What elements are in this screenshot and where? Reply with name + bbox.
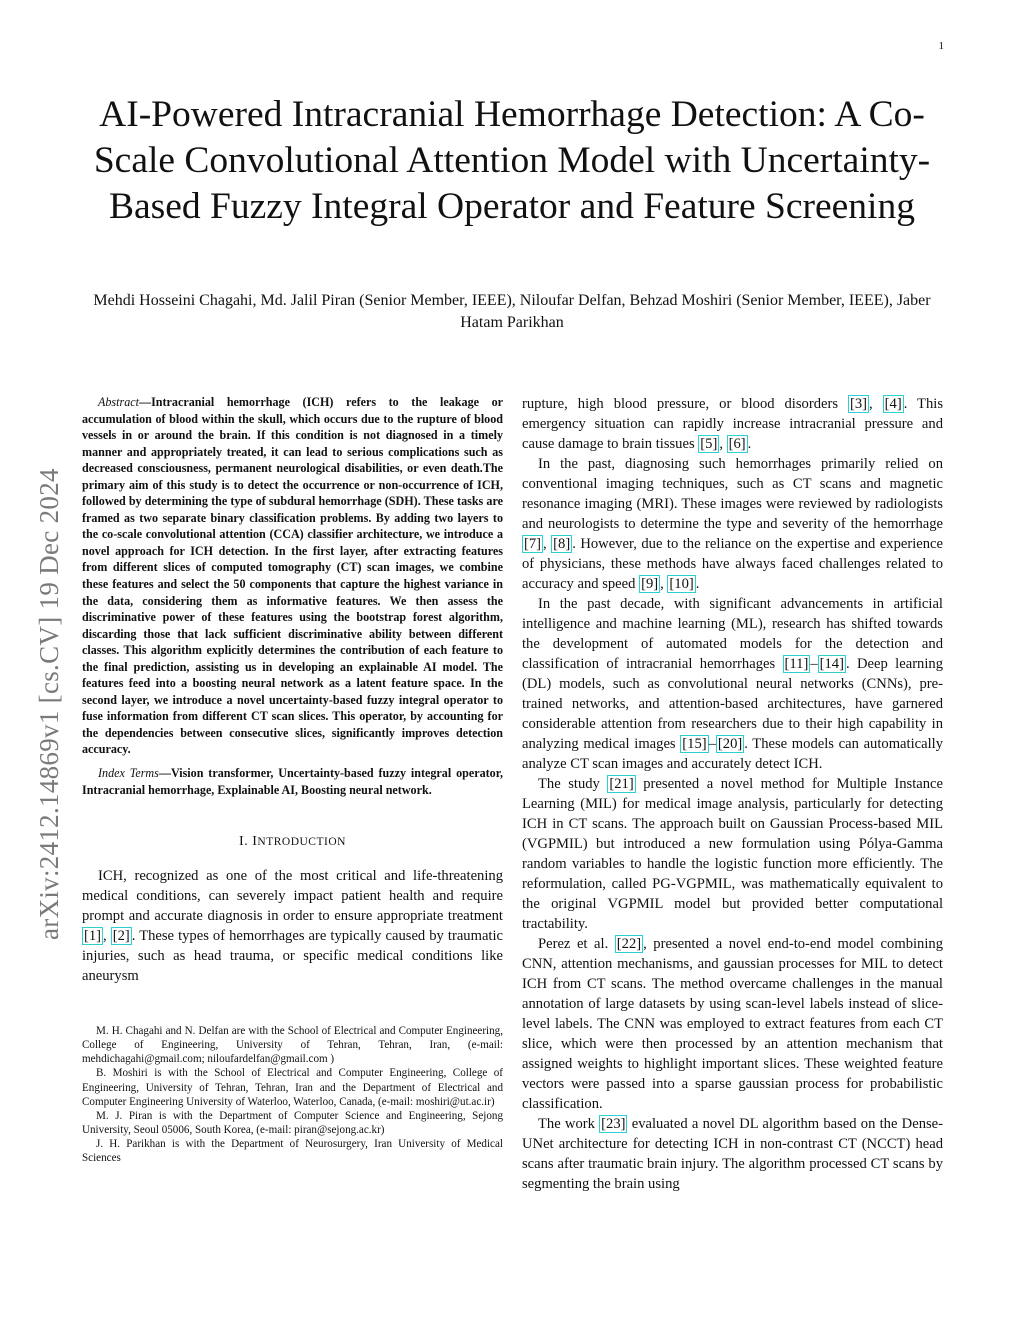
citation-link[interactable]: [10] (669, 576, 694, 592)
text-run: , (869, 396, 883, 412)
arxiv-identifier-text: arXiv:2412.14869v1 [cs.CV] 19 Dec 2024 (34, 468, 64, 940)
text-run: – (810, 656, 818, 672)
text-run: , (660, 576, 668, 592)
right-column (522, 394, 943, 1194)
page-number: 1 (938, 40, 944, 52)
footnote: M. J. Piran is with the Department of Computer Science and Engineering, Sejong University, Seoul 05006, South Korea, (e-mail: piran@sejong.ac.kr) (82, 1109, 503, 1136)
text-run: In the past decade, with significant advancements in artificial intelligence and machine learning (ML), research has shifted towards the development of automated models for the detection and classification of intracranial hemorrhages (522, 596, 943, 672)
text-run: . However, due to the reliance on the expertise and experience of physicians, these methods have always faced challenges related to accuracy and speed (522, 536, 943, 592)
citation-link[interactable]: [3] (850, 396, 868, 412)
intro-paragraph-3 (522, 594, 943, 774)
left-column (82, 394, 503, 1165)
text-run: . (695, 576, 700, 592)
citation-link[interactable]: [11] (784, 656, 809, 672)
text-run: The study (538, 776, 608, 792)
text-run: Perez et al. (538, 936, 615, 952)
citation-link[interactable]: [20] (717, 736, 743, 752)
intro-paragraph-continued (522, 394, 943, 454)
abstract-text: —Intracranial hemorrhage (ICH) refers to the leakage or accumulation of blood within the skull, which occurs due to the rupture of blood vessels in or around the brain. If this condition is not diagnosed in a timely manner and appropriately treated, it can lead to serious complications such as decreased consciousness, permanent neurological disabilities, or even death.The primary aim of this study is to detect the occurrence or non-occurrence of ICH, followed by determining the type of subdural hemorrhage (SDH). These tasks are framed as two separate binary classification problems. By adding two layers to the co-scale convolutional attention (CCA) classifier architecture, we introduce a novel approach for ICH detection. In the first layer, after extracting features from different slices of computed tomography (CT) scan images, we combine these features and select the 50 components that capture the highest variance in the data, considering them as informative features. We then assess the discriminative power of these features using the bootstrap forest algorithm, discarding those that lack sufficient discriminative ability between different classes. This algorithm explicitly determines the contribution of each feature to the final prediction, assisting us in developing an explainable AI model. The features feed into a boosting neural network as a latent feature space. In the second layer, we introduce a novel uncertainty-based fuzzy integral operator to fuse information from different CT scan slices. This operator, by accounting for the dependencies between consecutive slices, significantly improves detection accuracy. (82, 395, 503, 757)
intro-paragraph-4 (522, 774, 943, 934)
text-run: The work (538, 1116, 600, 1132)
citation-link[interactable]: [2] (112, 928, 130, 945)
text-run: evaluated a novel DL algorithm based on the Dense-UNet architecture for detecting ICH in non-contrast CT (NCCT) head scans after traumatic brain injury. The algorithm processed CT scans by segmenting the brain using (522, 1116, 944, 1192)
index-terms-text: —Vision transformer, Uncertainty-based fuzzy integral operator, Intracranial hemorrhage, Explainable AI, Boosting neural network. (82, 766, 503, 797)
abstract (82, 394, 503, 758)
text-run: , (103, 928, 111, 945)
text-run: , (543, 536, 552, 552)
arxiv-side-identifier (4, 350, 64, 950)
section-title-initial: I (252, 834, 258, 850)
citation-link[interactable]: [9] (641, 576, 659, 592)
citation-link[interactable]: [22] (616, 936, 642, 952)
index-terms-label: Index Terms (98, 766, 159, 781)
citation-link[interactable]: [23] (601, 1116, 626, 1132)
citation-link[interactable]: [14] (819, 656, 844, 672)
citation-link[interactable]: [21] (609, 776, 634, 792)
intro-paragraph-2 (522, 454, 943, 594)
intro-paragraph-1 (82, 866, 503, 986)
text-run: . (747, 436, 752, 452)
paper-title: AI-Powered Intracranial Hemorrhage Detection: A Co-Scale Convolutional Attention Model with Uncertainty-Based Fuzzy Integral Operator and Feature Screening (93, 94, 931, 227)
citation-link[interactable]: [6] (728, 436, 746, 452)
text-run: In the past, diagnosing such hemorrhages primarily relied on conventional imaging techniques, such as CT scans and magnetic resonance imaging (MRI). These images were reviewed by radiologists and neurologists to determine the type and severity of the hemorrhage (522, 456, 943, 532)
abstract-label: Abstract (98, 395, 139, 409)
footnote: J. H. Parikhan is with the Department of Neurosurgery, Iran University of Medical Sciences (82, 1137, 503, 1164)
citation-link[interactable]: [15] (682, 736, 707, 752)
text-run: . These models can automatically analyze CT scan images and accurately detect ICH. (522, 736, 943, 772)
intro-paragraph-6 (522, 1114, 943, 1194)
index-terms (82, 765, 503, 798)
footnote: M. H. Chagahi and N. Delfan are with the School of Electrical and Computer Engineering, College of Engineering, University of Tehran, Tehran, Iran, (e-mail: mehdichagahi@gmail.com; niloufardelfan@gmail.com ) (82, 1025, 503, 1066)
citation-link[interactable]: [1] (84, 928, 102, 945)
text-run: ICH, recognized as one of the most critical and life-threatening medical conditions, can severely impact patient health and require prompt and accurate diagnosis in order to ensure appropriate treatment (82, 868, 503, 925)
text-run: . These types of hemorrhages are typically caused by traumatic injuries, such as head trauma, or specific medical conditions like aneurysm (82, 928, 504, 985)
text-run: , presented a novel end-to-end model combining CNN, attention mechanisms, and gaussian processes for MIL to detect ICH from CT scans. The method overcame challenges in the manual annotation of large datasets by using scan-level labels instead of slice-level labels. The CNN was employed to extract features from each CT slice, which were then processed by an attention mechanism that assigned weights to highlight important slices. These weighted feature vectors were passed into a sparse gaussian process for probabilistic classification. (522, 936, 943, 1112)
footnote: B. Moshiri is with the School of Electrical and Computer Engineering, College of Engineering, University of Tehran, Tehran, Iran and the Department of Electrical and Computer Engineering University of Waterloo, Waterloo, Canada, (e-mail: moshiri@ut.ac.ir) (82, 1067, 503, 1108)
text-run: . Deep learning (DL) models, such as convolutional neural networks (CNNs), pre-trained networks, and attention-based architectures, have garnered considerable attention from researchers due to their high capability in analyzing medical images (522, 656, 943, 752)
author-list: Mehdi Hosseini Chagahi, Md. Jalil Piran (Senior Member, IEEE), Niloufar Delfan, Behzad Moshiri (Senior Member, IEEE), Jaber Hatam Parikhan (93, 292, 931, 331)
section-numeral: I. (239, 834, 249, 850)
author-footnotes (82, 1024, 503, 1165)
text-run: – (708, 736, 716, 752)
intro-paragraph-5 (522, 934, 943, 1114)
citation-link[interactable]: [5] (700, 436, 718, 452)
citation-link[interactable]: [8] (553, 536, 571, 552)
text-run: , (719, 436, 727, 452)
citation-link[interactable]: [4] (884, 396, 902, 412)
text-run: rupture, high blood pressure, or blood disorders (522, 396, 848, 412)
section-title-rest: NTRODUCTION (257, 836, 346, 849)
citation-link[interactable]: [7] (524, 536, 542, 552)
section-heading-introduction (82, 834, 503, 850)
text-run: presented a novel method for Multiple Instance Learning (MIL) for medical image analysis, particularly for detecting ICH in CT scans. The approach built on Gaussian Process-based MIL (VGPMIL) but introduced a new formulation using Pólya-Gamma random variables to handle the logistic function more efficiently. The reformulation, called PG-VGPMIL, was mathematically equivalent to the original VGPMIL model but provided better computational tractability. (522, 776, 943, 932)
text-run: . This emergency situation can rapidly increase intracranial pressure and cause damage to brain tissues (522, 396, 943, 452)
